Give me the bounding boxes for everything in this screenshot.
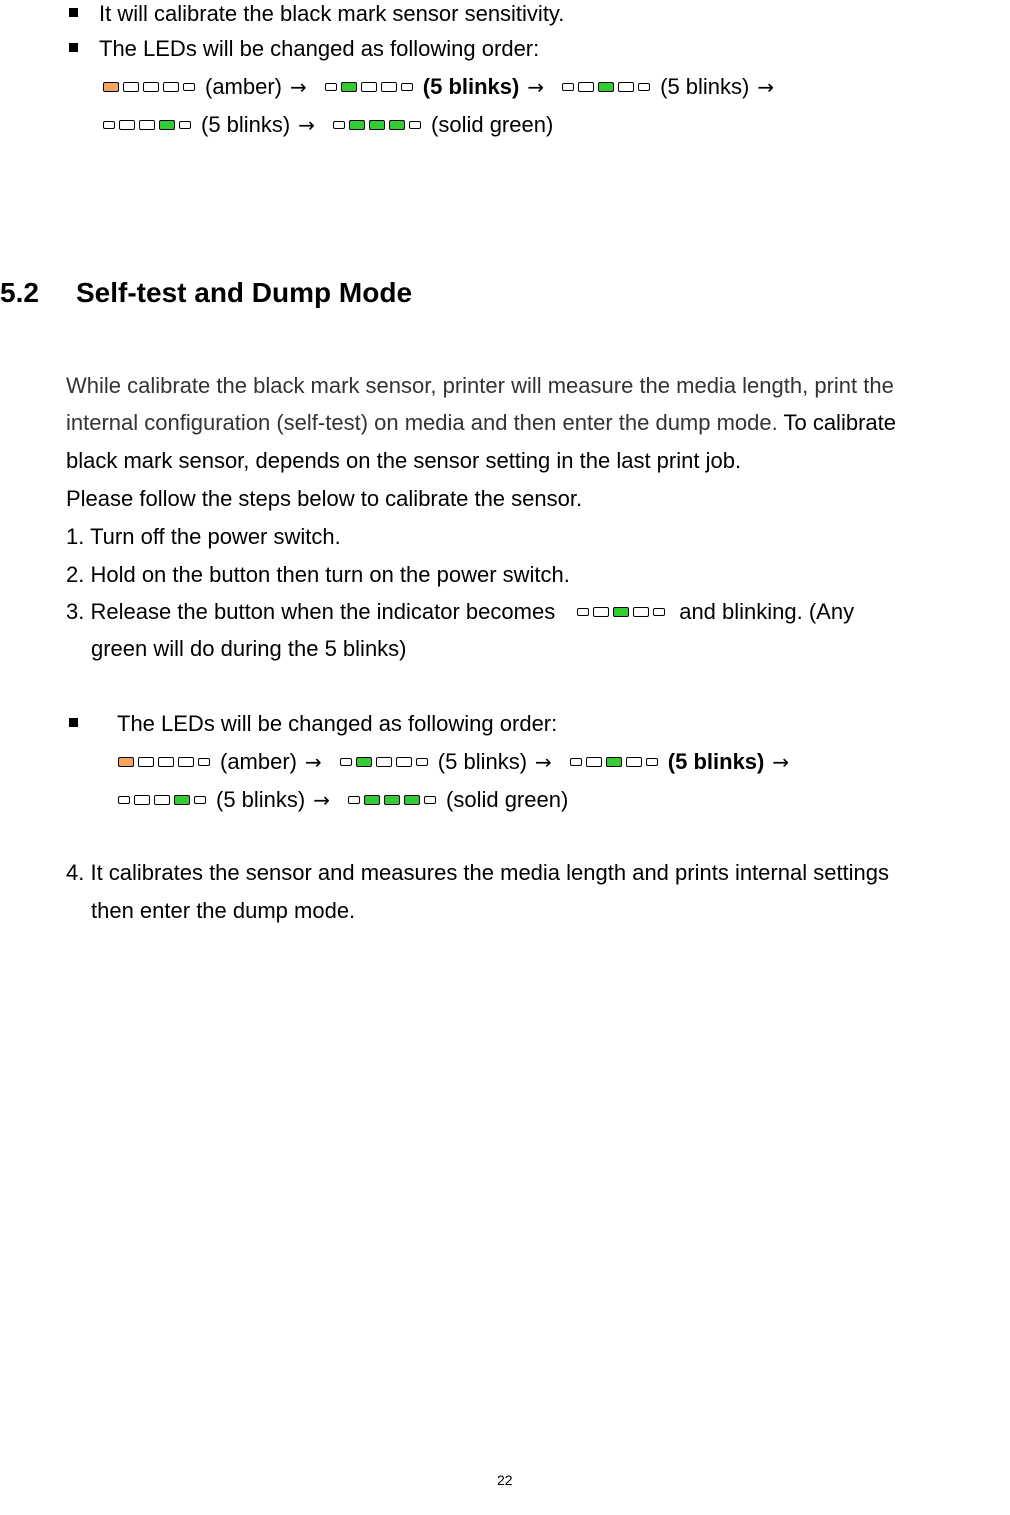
led-state-blinks-3: (5 blinks) — [201, 112, 291, 137]
arrow-right-icon: → — [772, 750, 790, 774]
led-state-blinks-1: (5 blinks) — [422, 74, 520, 99]
arrow-right-icon: → — [290, 75, 307, 99]
bullet-square-icon — [69, 43, 78, 52]
paragraph-line: black mark sensor, depends on the sensor setting in the last print job. — [66, 448, 742, 473]
step-1: 1. Turn off the power switch. — [66, 524, 341, 549]
led-state-blinks-3: (5 blinks) — [216, 787, 306, 812]
step-2: 2. Hold on the button then turn on the power switch. — [66, 562, 570, 587]
paragraph-segment: To calibrate — [783, 410, 896, 435]
led-sequence-bottom-line2 — [118, 787, 568, 813]
step-3-continuation: green will do during the 5 blinks) — [91, 636, 407, 661]
led-state-blinks-2: (5 blinks) — [660, 74, 750, 99]
paragraph-segment: internal configuration (self-test) on media and then enter the dump mode. — [66, 410, 778, 435]
arrow-right-icon: → — [305, 750, 322, 774]
led-sequence-bottom-line1 — [118, 749, 807, 775]
led-state-solid-green: (solid green) — [446, 787, 569, 812]
led-indicator-icon — [577, 607, 665, 617]
arrow-right-icon: → — [527, 75, 545, 99]
led-indicator-icon — [348, 795, 436, 805]
step-4: 4. It calibrates the sensor and measures the media length and prints internal settings — [66, 860, 890, 885]
step-3-text: 3. Release the button when the indicator becomes — [66, 599, 556, 624]
led-indicator-icon — [118, 757, 210, 767]
led-state-blinks-2: (5 blinks) — [667, 749, 765, 774]
led-state-solid-green: (solid green) — [431, 112, 554, 137]
section-number: 5.2 — [0, 277, 39, 308]
bullet-text-led-order: The LEDs will be changed as following order: — [99, 36, 540, 61]
page-number: 22 — [497, 1472, 513, 1488]
led-sequence-top-line2 — [103, 112, 553, 138]
led-state-amber: (amber) — [205, 74, 283, 99]
section-title: Self-test and Dump Mode — [76, 277, 413, 308]
arrow-right-icon: → — [757, 75, 775, 99]
arrow-right-icon: → — [313, 788, 331, 812]
led-indicator-icon — [340, 757, 428, 767]
led-indicator-icon — [103, 120, 191, 130]
step-3 — [66, 599, 854, 625]
led-indicator-icon — [103, 82, 195, 92]
led-state-blinks-1: (5 blinks) — [437, 749, 528, 774]
led-indicator-icon — [562, 82, 650, 92]
paragraph-line — [66, 410, 896, 436]
paragraph-line: Please follow the steps below to calibrate the sensor. — [66, 486, 583, 511]
bullet-square-icon — [69, 8, 78, 17]
step-3-text-end: and blinking. (Any — [679, 599, 855, 624]
led-indicator-icon — [570, 757, 658, 767]
arrow-right-icon: → — [535, 750, 552, 774]
led-indicator-icon — [333, 120, 421, 130]
step-4-continuation: then enter the dump mode. — [91, 898, 356, 923]
led-indicator-icon — [325, 82, 413, 92]
led-state-amber: (amber) — [220, 749, 298, 774]
bullet-text-led-order: The LEDs will be changed as following order: — [117, 711, 558, 736]
led-indicator-icon — [118, 795, 206, 805]
bullet-square-icon — [69, 718, 78, 727]
led-sequence-top-line1 — [103, 74, 792, 100]
arrow-right-icon: → — [298, 113, 316, 137]
bullet-text-calibrate: It will calibrate the black mark sensor sensitivity. — [99, 1, 565, 26]
paragraph-line: While calibrate the black mark sensor, printer will measure the media length, print the — [66, 373, 894, 398]
